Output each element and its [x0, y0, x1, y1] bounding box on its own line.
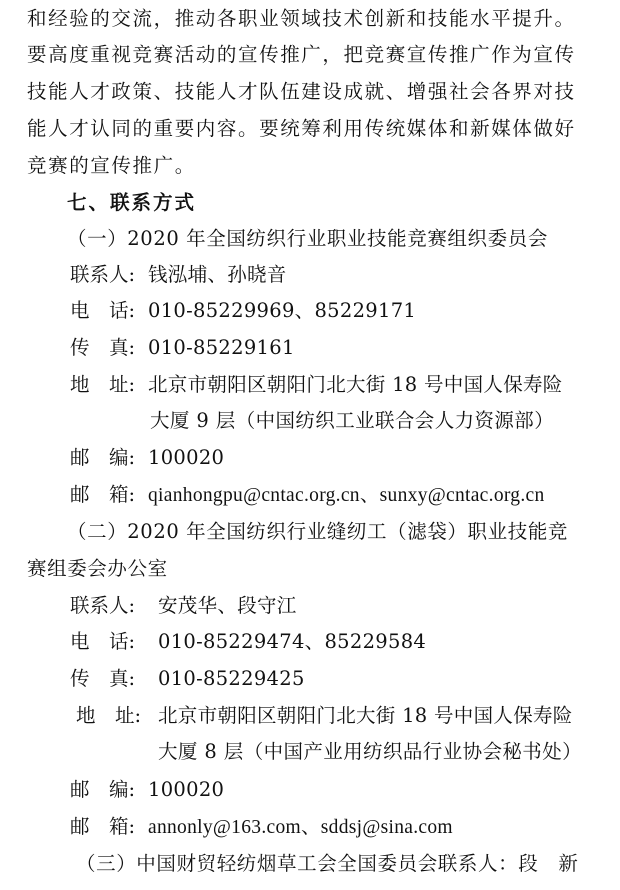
address-line-1: 北京市朝阳区朝阳门北大街 18 号中国人保寿险 — [158, 704, 573, 727]
contact-value: 安茂华、段守江 — [158, 594, 297, 617]
phone-value: 010-85229969、85229171 — [148, 299, 417, 322]
contact-1-postcode — [70, 439, 620, 476]
paragraph-line-3: 技能人才政策、技能人才队伍建设成就、增强社会各界对技 — [27, 80, 576, 103]
contact-2-address-line-2: 大厦 8 层（中国产业用纺织品行业协会秘书处） — [158, 740, 583, 763]
contact-label: 联系人: — [70, 594, 136, 617]
contact-3-org: （三）中国财贸轻纺烟草工会全国委员会联系人：段 新 — [76, 852, 579, 875]
postcode-label: 邮 编: — [70, 778, 136, 801]
postcode-value: 100020 — [148, 778, 225, 801]
section-heading: 七、联系方式 — [67, 191, 197, 214]
email-value: qianhongpu@cntac.org.cn、sunxy@cntac.org.cn — [148, 485, 545, 506]
paragraph-line-5: 竞赛的宣传推广。 — [27, 154, 196, 177]
contact-1-person — [70, 256, 620, 293]
paragraph-line-4: 能人才认同的重要内容。要统筹利用传统媒体和新媒体做好 — [27, 117, 576, 140]
paragraph-line-1: 和经验的交流，推动各职业领域技术创新和技能水平提升。 — [27, 7, 576, 30]
address-label: 地 址: — [70, 373, 136, 396]
phone-label: 电 话: — [70, 299, 136, 322]
contact-value: 钱泓埔、孙晓音 — [148, 263, 287, 286]
contact-2-org: （二）2020 年全国纺织行业缝纫工（滤袋）职业技能竞 — [67, 520, 569, 543]
contact-1-org: （一）2020 年全国纺织行业职业技能竞赛组织委员会 — [67, 227, 548, 250]
email-label: 邮 箱: — [70, 483, 136, 506]
postcode-label: 邮 编: — [70, 446, 136, 469]
contact-1-email — [70, 476, 620, 513]
contact-2-person — [70, 587, 620, 624]
contact-1-fax — [70, 329, 620, 366]
contact-1-address-line-2: 大厦 9 层（中国纺织工业联合会人力资源部） — [150, 409, 555, 432]
contact-2-fax — [70, 660, 620, 697]
address-label: 地 址: — [76, 704, 142, 727]
contact-2-email — [70, 808, 620, 845]
fax-value: 010-85229425 — [158, 667, 305, 690]
contact-2-address — [76, 697, 620, 734]
paragraph-line-2: 要高度重视竞赛活动的宣传推广，把竞赛宣传推广作为宣传 — [27, 43, 576, 66]
contact-2-phone — [70, 623, 620, 660]
phone-value: 010-85229474、85229584 — [158, 630, 427, 653]
contact-label: 联系人: — [70, 263, 136, 286]
email-label: 邮 箱: — [70, 815, 136, 838]
postcode-value: 100020 — [148, 446, 225, 469]
fax-label: 传 真: — [70, 667, 136, 690]
address-line-1: 北京市朝阳区朝阳门北大街 18 号中国人保寿险 — [148, 373, 563, 396]
email-value: annonly@163.com、sddsj@sina.com — [148, 817, 453, 838]
fax-value: 010-85229161 — [148, 336, 295, 359]
contact-1-phone — [70, 292, 620, 329]
fax-label: 传 真: — [70, 336, 136, 359]
phone-label: 电 话: — [70, 630, 136, 653]
contact-2-org-line-2: 赛组委会办公室 — [27, 557, 168, 580]
contact-2-postcode — [70, 771, 620, 808]
contact-1-address — [70, 366, 620, 403]
